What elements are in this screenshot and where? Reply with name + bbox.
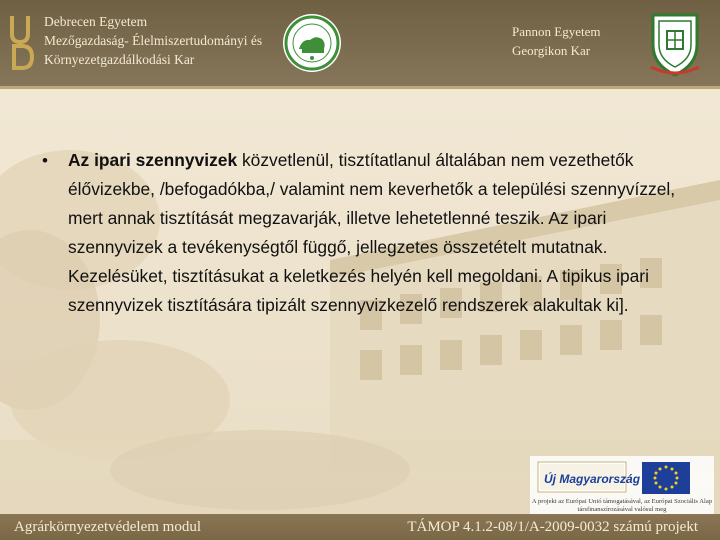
bold-lead-text: Az ipari szennyvizek <box>68 150 238 170</box>
right-institution-name <box>512 22 600 60</box>
footer-bar <box>0 514 720 540</box>
bullet-text <box>68 146 682 319</box>
faculty-seal-icon <box>282 13 342 73</box>
eu-caption: A projekt az Európai Unió támogatásával, az Európai Szociális Alap társfinanszírozásával valósul meg <box>531 498 713 513</box>
slide-content <box>42 146 682 319</box>
header-divider <box>0 86 720 89</box>
body-text: közvetlenül, tisztítatlanul általában nem vezethetők élővizekbe, /befogadókba,/ valamint nem keverhetők a települési szennyvízzel, mert annak tisztítását megzavarják, illetve lehetetlenné teszik. Az ipari szennyvizek a tevékenységtől függő, jellegzetes összetételt mutatnak. Kezelésüket, tisztításukat a keletkezés helyén kell megoldani. A tipikus ipari szennyvizek tisztítására tipizált szennyvizkezelő rendszerek alakultak ki]. <box>68 150 676 315</box>
left-institution-line1: Debrecen Egyetem <box>44 14 148 29</box>
georgikon-crest-icon <box>645 9 705 79</box>
header-banner <box>0 0 720 86</box>
left-institution-name <box>44 12 262 69</box>
left-institution-line3: Környezetgazdálkodási Kar <box>44 52 195 67</box>
right-institution-line2: Georgikon Kar <box>512 43 591 58</box>
footer-module-name: Agrárkörnyezetvédelem modul <box>14 519 202 535</box>
ud-logo-icon <box>6 10 38 72</box>
bullet-item <box>42 146 682 319</box>
bullet-symbol: • <box>42 151 48 170</box>
footer-project-id: TÁMOP 4.1.2-08/1/A-2009-0032 számú projekt <box>407 519 698 535</box>
uj-magyarorszag-logo-icon <box>538 462 641 492</box>
uj-magyarorszag-logo-text: Új Magyarország <box>544 472 641 486</box>
eu-flag-icon <box>642 462 690 494</box>
left-institution-line2: Mezőgazdaság- Élelmiszertudományi és <box>44 33 263 48</box>
right-institution-line1: Pannon Egyetem <box>512 24 601 39</box>
